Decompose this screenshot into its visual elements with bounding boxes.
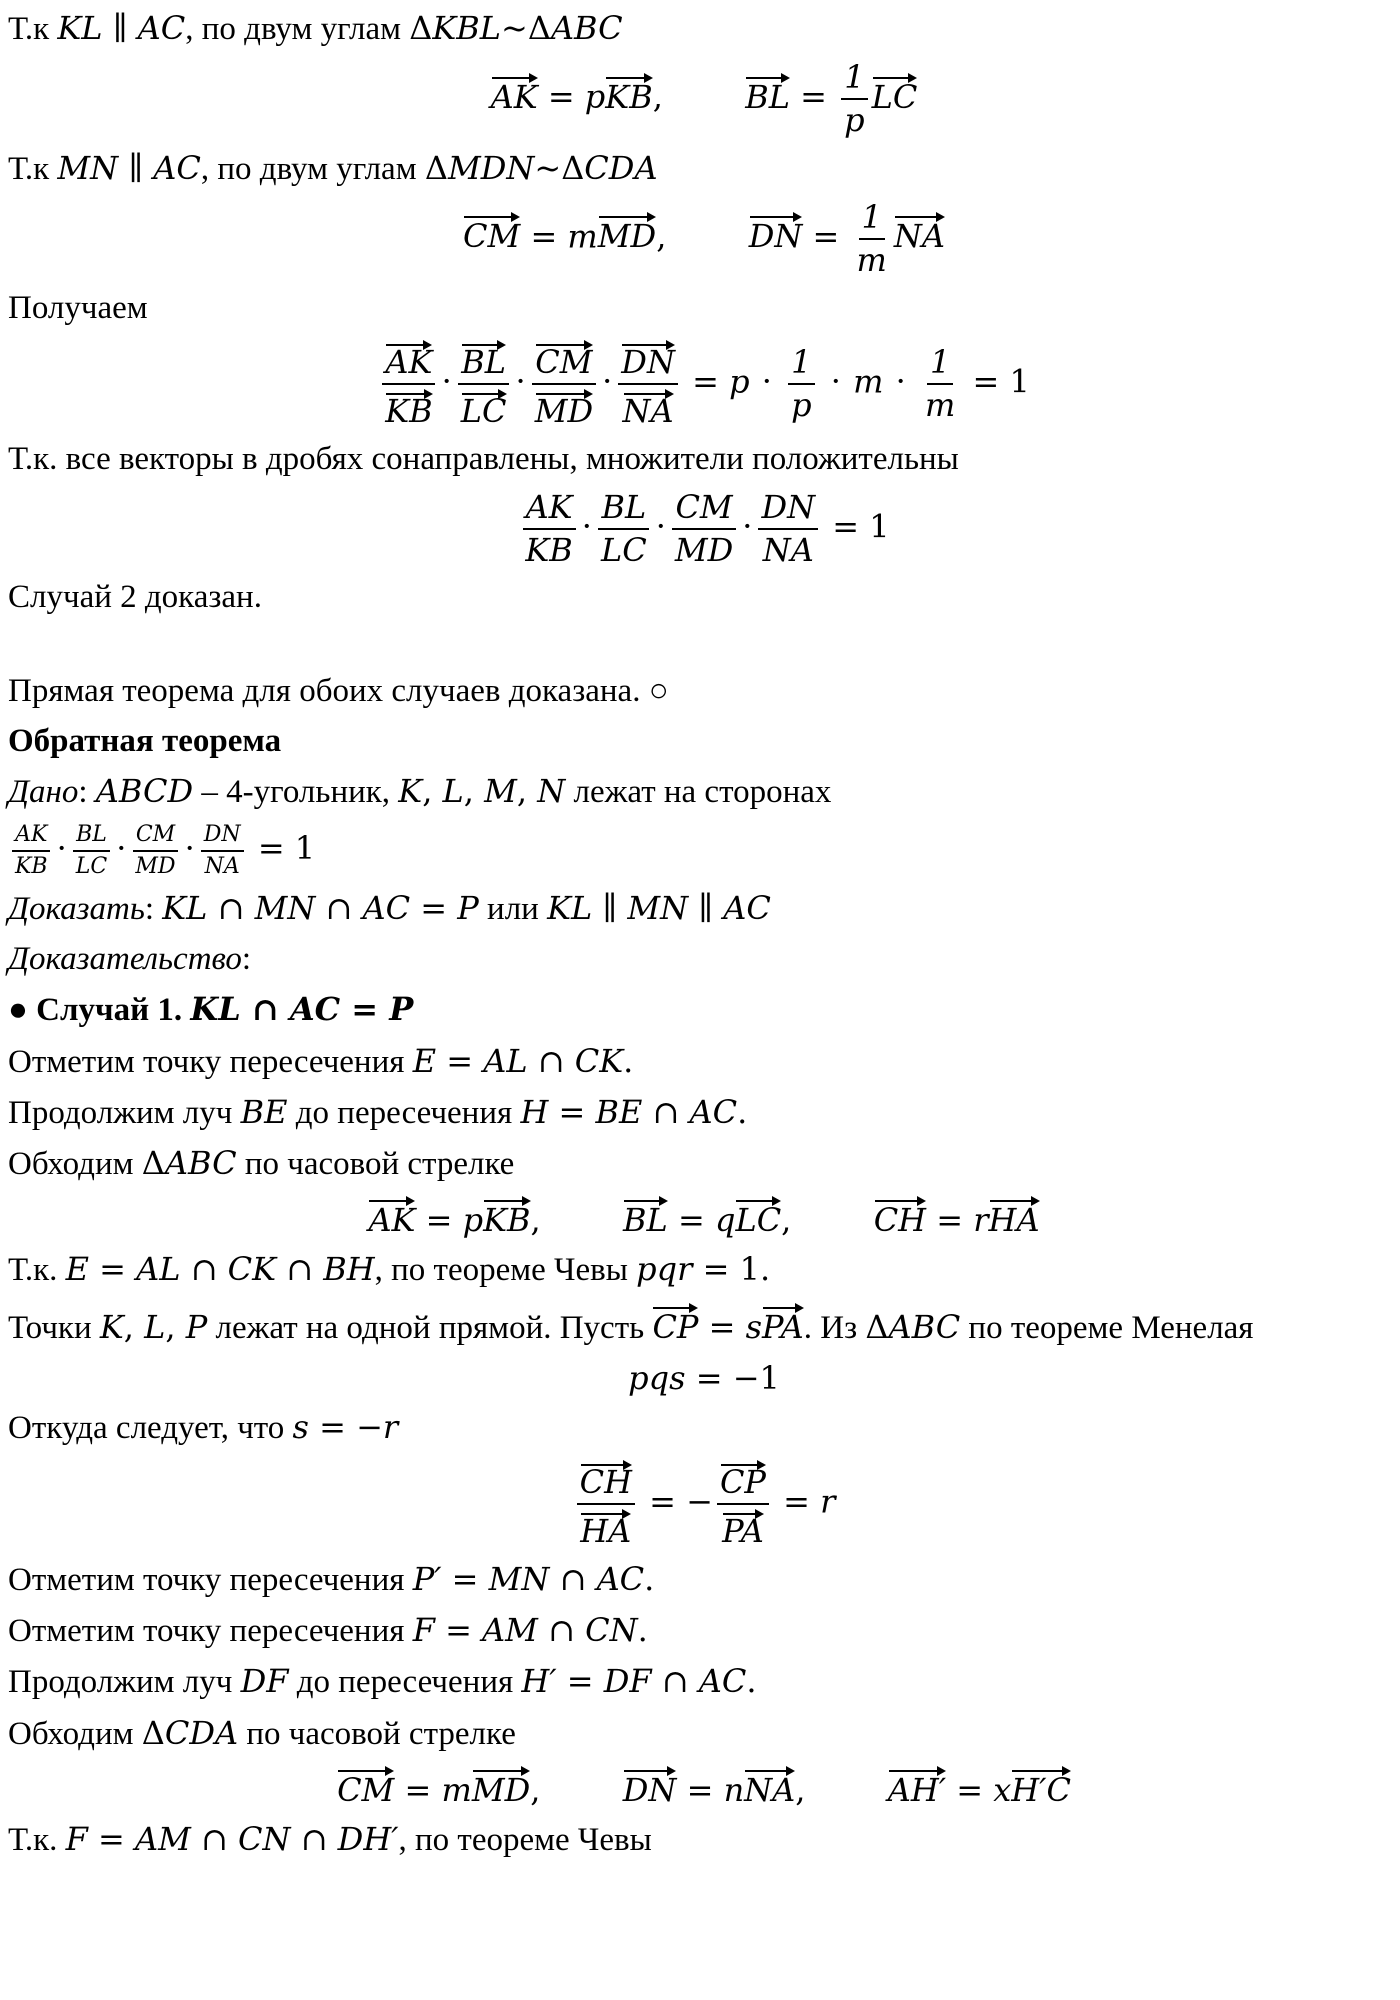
formula: AK = pKB, BL = qLC, CH = rHA [8,1194,1400,1240]
text-line: Отметим точку пересечения F = AM ∩ CN. [8,1611,648,1650]
text-line: Т.к. F = AM ∩ CN ∩ DH′, по теореме Чевы [8,1819,652,1858]
text-line: Т.к. E = AL ∩ CK ∩ BH, по теореме Чевы pqr = 1. [8,1250,771,1289]
formula: $\frac{AK}{KB}$ · $\frac{BL}{LC}$ · $\frac{CM}{MD}$ · $\frac{DN}{NA}$ = p · $\frac{1}{p}$ · m · $\frac{1}{m}$ = 1 [8,338,1400,430]
formula: $\frac{AK}{KB}$ · $\frac{BL}{LC}$ · $\frac{CM}{MD}$ · $\frac{DN}{NA}$ = 1 [8,489,1400,569]
formula: CM = mMD, DN = $\frac{1}{m}$ NA [463,198,945,279]
text-line: Обходим ΔCDA по часовой стрелке [8,1713,516,1752]
formula: pqs = −1 [628,1358,780,1397]
text-line: Т.к KL ∥ AC, по двум углам ΔKBL~ΔABC [8,9,623,47]
text-line: Доказательство: [8,941,252,978]
section-heading: Обратная теорема [8,722,282,759]
formula: $\frac{AK}{KB}$ · $\frac{BL}{LC}$ · $\frac{CM}{MD}$ · $\frac{DN}{NA}$ = 1 [8,822,1400,879]
text-line: Прямая теорема для обоих случаев доказана. ○ [8,672,669,709]
text-line: Дано: ABCD – 4-угольник, K, L, M, N лежат на сторонах [8,772,832,811]
formula: CM = mMD, DN = nNA, AH′ = xH′C [8,1764,1400,1810]
text-line: Получаем [8,289,148,326]
formula: $\frac{CH}{HA}$ = − $\frac{CP}{PA}$ = r [8,1458,1400,1550]
text-line: Обходим ΔABC по часовой стрелке [8,1144,515,1183]
formula: AK = pKB, BL = $\frac{1}{p}$ LC [490,58,918,140]
text-line: Продолжим луч DF до пересечения H′ = DF ∩ AC. [8,1662,757,1701]
text-line: Точки K, L, P лежат на одной прямой. Пусть CP = sPA. Из ΔABC по теореме Менелая [8,1301,1400,1349]
text-line: Отметим точку пересечения E = AL ∩ CK. [8,1041,634,1080]
text-line: Продолжим луч BE до пересечения H = BE ∩ AC. [8,1092,748,1131]
case-heading: ● Случай 1. KL ∩ AC = P [8,990,414,1029]
text-line: Отметим точку пересечения P′ = MN ∩ AC. [8,1559,655,1598]
text-line: Т.к. все векторы в дробях сонаправлены, множители положительны [8,440,959,477]
text-line: Т.к MN ∥ AC, по двум углам ΔMDN~ΔCDA [8,148,658,187]
text-line: Доказать: KL ∩ MN ∩ AC = P или KL ∥ MN ∥ AC [8,888,771,927]
text-line: Откуда следует, что s = −r [8,1407,399,1446]
text-line: Случай 2 доказан. [8,579,262,616]
